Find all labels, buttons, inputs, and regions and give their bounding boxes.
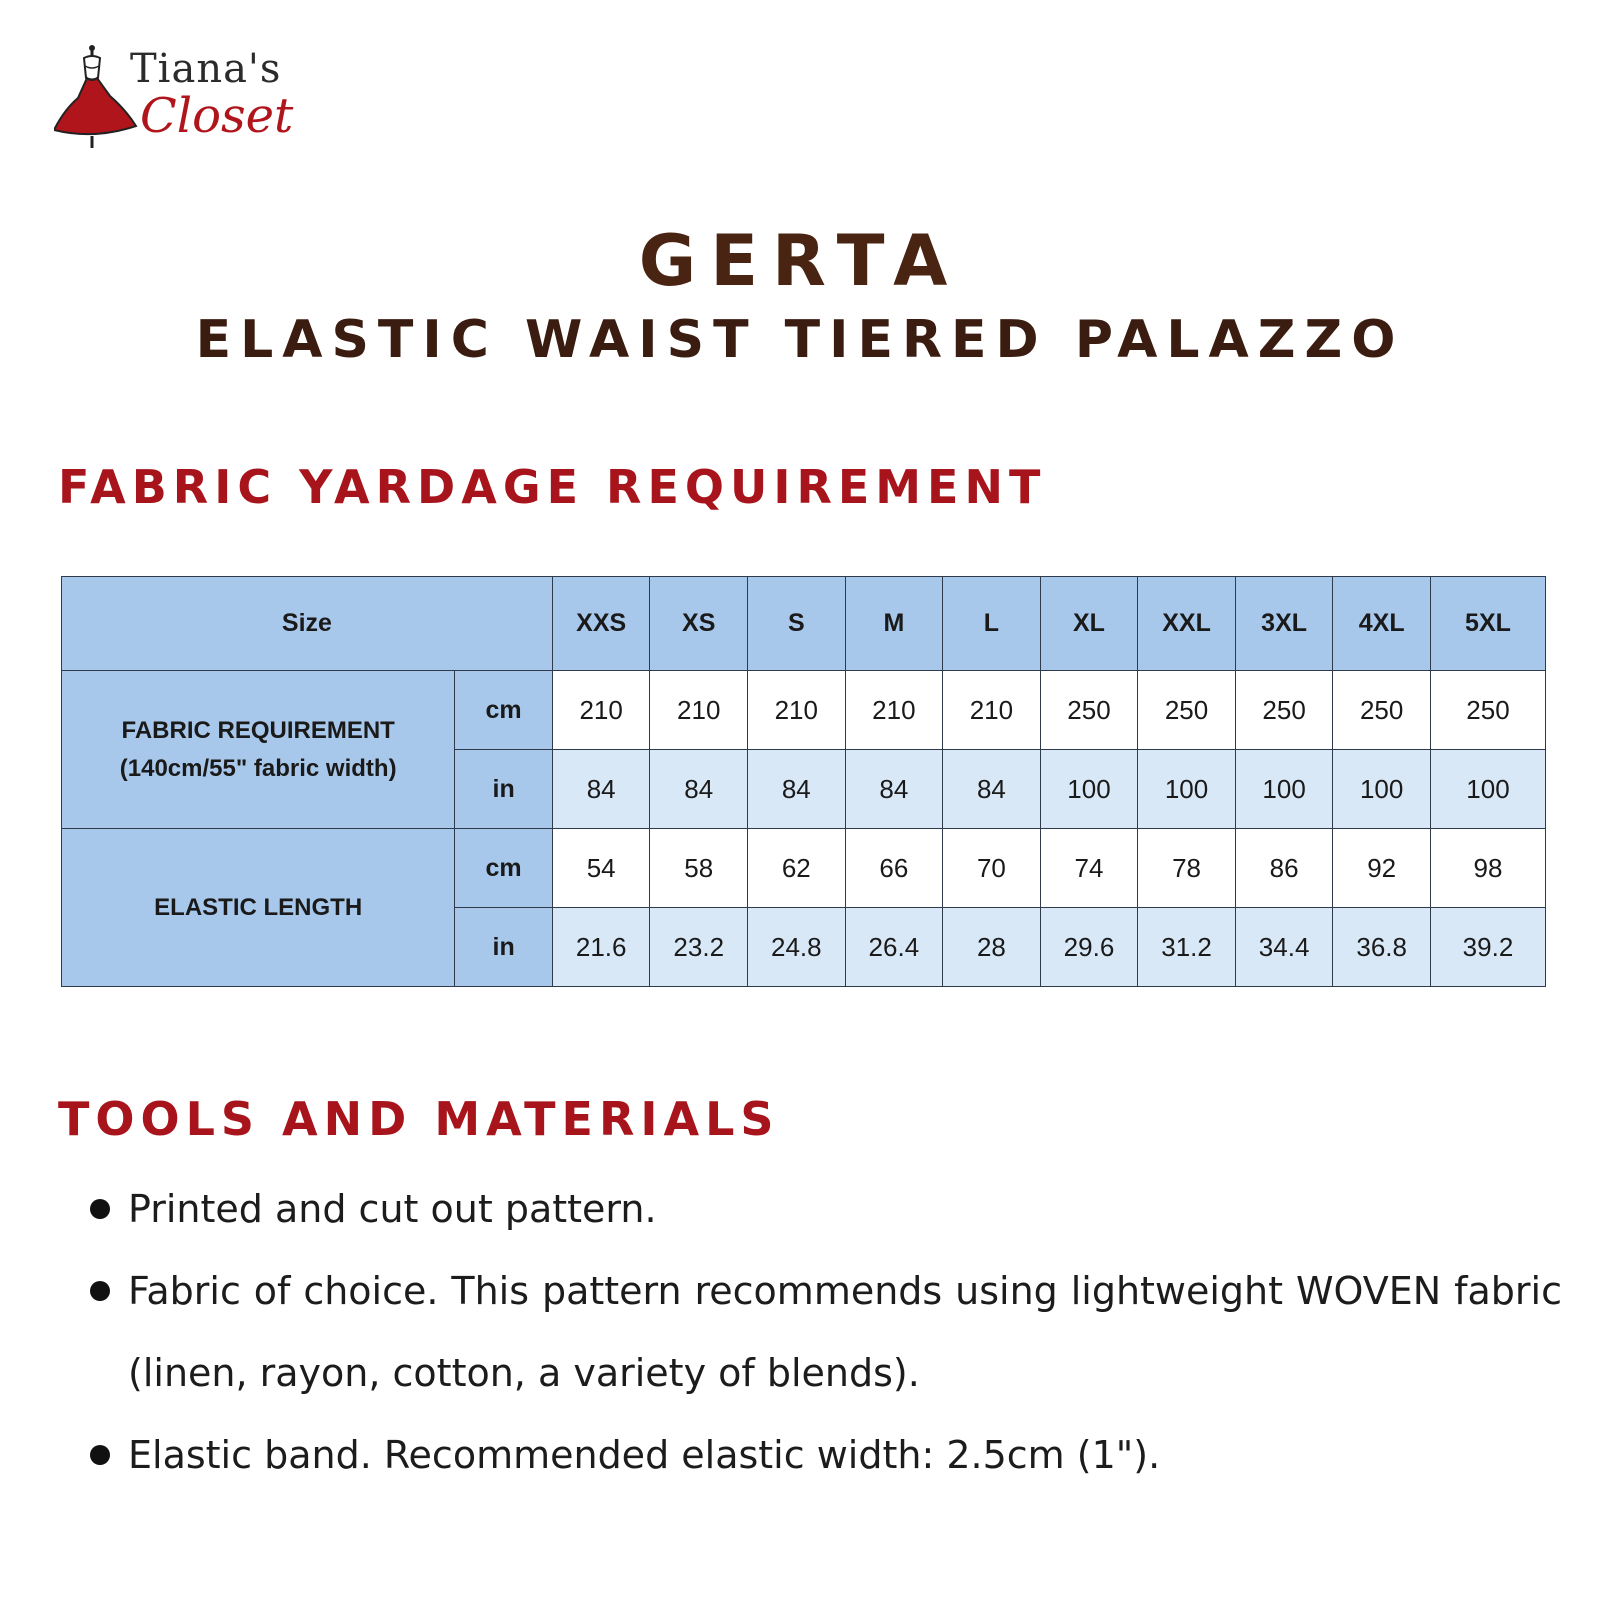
elastic-cm-cell: 78 [1138, 829, 1236, 908]
elastic-length-label: ELASTIC LENGTH [62, 829, 455, 987]
bullet-icon [90, 1445, 110, 1465]
elastic-cm-cell: 58 [650, 829, 748, 908]
fabric-in-cell: 84 [748, 750, 846, 829]
size-header-cell: XL [1040, 577, 1138, 671]
fabric-cm-cell: 210 [748, 671, 846, 750]
size-header-label: Size [62, 577, 553, 671]
list-item [82, 1168, 1562, 1250]
fabric-cm-cell: 250 [1040, 671, 1138, 750]
fabric-in-cell: 100 [1040, 750, 1138, 829]
fabric-in-cell: 100 [1430, 750, 1545, 829]
elastic-in-cell: 39.2 [1430, 908, 1545, 987]
list-item-text: Fabric of choice. This pattern recommends using lightweight WOVEN fabric (linen, rayon, cotton, a variety of blends). [128, 1269, 1562, 1395]
fabric-in-cell: 84 [650, 750, 748, 829]
fabric-label-line1: FABRIC REQUIREMENT [121, 716, 395, 744]
unit-in-label: in [455, 908, 553, 987]
elastic-in-cell: 28 [943, 908, 1041, 987]
fabric-cm-row [62, 671, 1546, 750]
fabric-requirement-label [62, 671, 455, 829]
elastic-cm-row [62, 829, 1546, 908]
bullet-icon [90, 1199, 110, 1219]
size-header-cell: 3XL [1235, 577, 1333, 671]
size-header-cell: S [748, 577, 846, 671]
elastic-in-cell: 26.4 [845, 908, 943, 987]
list-item [82, 1250, 1562, 1414]
fabric-in-cell: 84 [943, 750, 1041, 829]
fabric-cm-cell: 250 [1138, 671, 1236, 750]
fabric-in-cell: 100 [1138, 750, 1236, 829]
brand-name-line2: Closet [140, 88, 294, 144]
elastic-cm-cell: 74 [1040, 829, 1138, 908]
fabric-label-line2: (140cm/55" fabric width) [119, 754, 397, 782]
tools-materials-heading: TOOLS AND MATERIALS [58, 1092, 780, 1146]
size-header-cell: XS [650, 577, 748, 671]
fabric-cm-cell: 210 [552, 671, 650, 750]
list-item-text: Elastic band. Recommended elastic width: 2.5cm (1"). [128, 1433, 1161, 1477]
fabric-cm-cell: 210 [650, 671, 748, 750]
fabric-cm-cell: 250 [1235, 671, 1333, 750]
size-header-cell: 5XL [1430, 577, 1545, 671]
pattern-subtitle: ELASTIC WAIST TIERED PALAZZO [195, 310, 1405, 370]
list-item [82, 1414, 1562, 1496]
fabric-cm-cell: 250 [1333, 671, 1431, 750]
elastic-in-cell: 34.4 [1235, 908, 1333, 987]
yardage-table [61, 576, 1546, 987]
elastic-in-cell: 29.6 [1040, 908, 1138, 987]
fabric-in-cell: 100 [1333, 750, 1431, 829]
elastic-in-cell: 31.2 [1138, 908, 1236, 987]
size-header-cell: XXS [552, 577, 650, 671]
bullet-icon [90, 1281, 110, 1301]
fabric-cm-cell: 250 [1430, 671, 1545, 750]
unit-cm-label: cm [455, 829, 553, 908]
elastic-cm-cell: 86 [1235, 829, 1333, 908]
fabric-yardage-heading: FABRIC YARDAGE REQUIREMENT [58, 460, 1047, 514]
brand-logo [54, 44, 294, 154]
elastic-cm-cell: 66 [845, 829, 943, 908]
fabric-in-cell: 84 [552, 750, 650, 829]
elastic-cm-cell: 54 [552, 829, 650, 908]
fabric-in-cell: 84 [845, 750, 943, 829]
elastic-cm-cell: 62 [748, 829, 846, 908]
unit-in-label: in [455, 750, 553, 829]
elastic-in-cell: 36.8 [1333, 908, 1431, 987]
elastic-cm-cell: 70 [943, 829, 1041, 908]
elastic-cm-cell: 98 [1430, 829, 1545, 908]
size-header-cell: M [845, 577, 943, 671]
size-header-row [62, 577, 1546, 671]
elastic-in-cell: 23.2 [650, 908, 748, 987]
pattern-name: GERTA [638, 220, 962, 302]
elastic-in-cell: 24.8 [748, 908, 846, 987]
list-item-text: Printed and cut out pattern. [128, 1187, 657, 1231]
fabric-cm-cell: 210 [943, 671, 1041, 750]
elastic-in-cell: 21.6 [552, 908, 650, 987]
tools-list [82, 1168, 1562, 1496]
elastic-cm-cell: 92 [1333, 829, 1431, 908]
size-header-cell: 4XL [1333, 577, 1431, 671]
size-header-cell: XXL [1138, 577, 1236, 671]
fabric-cm-cell: 210 [845, 671, 943, 750]
fabric-in-cell: 100 [1235, 750, 1333, 829]
unit-cm-label: cm [455, 671, 553, 750]
brand-name-line1: Tiana's [130, 46, 282, 92]
size-header-cell: L [943, 577, 1041, 671]
